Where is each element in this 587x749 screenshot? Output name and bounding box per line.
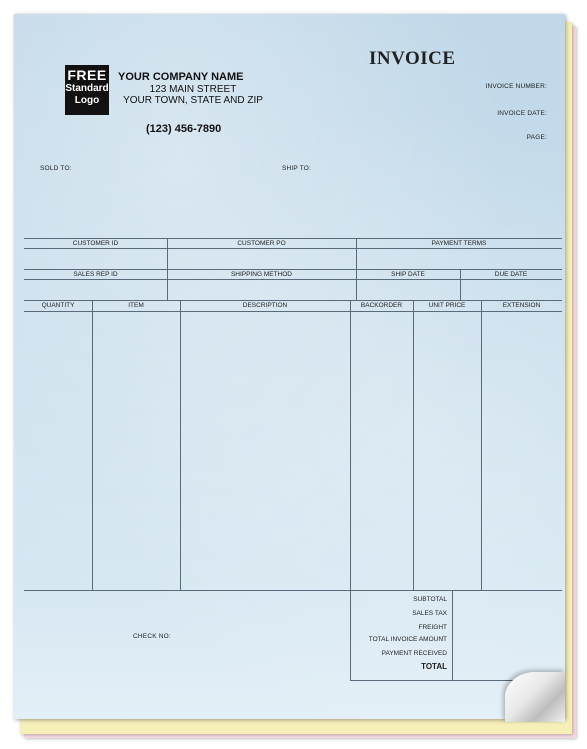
table-line bbox=[24, 590, 562, 591]
company-name: YOUR COMPANY NAME bbox=[118, 71, 244, 83]
grid-line bbox=[356, 238, 357, 300]
extension-header: EXTENSION bbox=[502, 302, 541, 309]
logo-line-3: Logo bbox=[74, 95, 100, 106]
grid-line bbox=[24, 269, 562, 270]
sales-tax-label: SALES TAX bbox=[412, 610, 447, 617]
grid-line bbox=[24, 238, 562, 239]
company-logo bbox=[65, 65, 109, 115]
invoice-date-label: INVOICE DATE: bbox=[497, 110, 547, 117]
customer-po-header: CUSTOMER PO bbox=[237, 240, 286, 247]
table-line bbox=[92, 300, 93, 590]
logo-line-1: FREE bbox=[67, 67, 107, 83]
invoice-number-label: INVOICE NUMBER: bbox=[485, 83, 547, 90]
company-phone: (123) 456-7890 bbox=[146, 123, 222, 135]
total-invoice-amount-label: TOTAL INVOICE AMOUNT bbox=[368, 636, 447, 643]
totals-line bbox=[452, 590, 453, 680]
grid-line bbox=[24, 248, 562, 249]
quantity-header: QUANTITY bbox=[41, 302, 75, 309]
freight-label: FREIGHT bbox=[418, 624, 447, 631]
sales-rep-id-header: SALES REP ID bbox=[73, 271, 118, 278]
backorder-header: BACKORDER bbox=[360, 302, 403, 309]
table-line bbox=[481, 300, 482, 590]
check-no-label: CHECK NO: bbox=[133, 633, 171, 640]
ship-date-header: SHIP DATE bbox=[391, 271, 425, 278]
table-line bbox=[413, 300, 414, 590]
grid-line bbox=[167, 238, 168, 300]
table-line bbox=[350, 300, 351, 680]
customer-id-header: CUSTOMER ID bbox=[72, 240, 119, 247]
subtotal-label: SUBTOTAL bbox=[413, 596, 447, 603]
company-street: 123 MAIN STREET bbox=[149, 84, 237, 95]
unit-price-header: UNIT PRICE bbox=[428, 302, 466, 309]
description-header: DESCRIPTION bbox=[242, 302, 288, 309]
ship-to-label: SHIP TO: bbox=[282, 165, 312, 172]
payment-terms-header: PAYMENT TERMS bbox=[431, 240, 487, 247]
page-curl bbox=[505, 672, 565, 722]
logo-line-2: Standard bbox=[65, 83, 109, 94]
page-label: PAGE: bbox=[526, 134, 547, 141]
shipping-method-header: SHIPPING METHOD bbox=[230, 271, 293, 278]
item-header: ITEM bbox=[128, 302, 144, 309]
invoice-title: INVOICE bbox=[369, 48, 456, 69]
table-line bbox=[180, 300, 181, 590]
total-label: TOTAL bbox=[421, 662, 447, 671]
company-city: YOUR TOWN, STATE AND ZIP bbox=[123, 95, 263, 106]
due-date-header: DUE DATE bbox=[494, 271, 528, 278]
invoice-form bbox=[14, 14, 565, 719]
payment-received-label: PAYMENT RECEIVED bbox=[381, 650, 447, 657]
grid-line bbox=[24, 279, 562, 280]
sold-to-label: SOLD TO: bbox=[40, 165, 72, 172]
